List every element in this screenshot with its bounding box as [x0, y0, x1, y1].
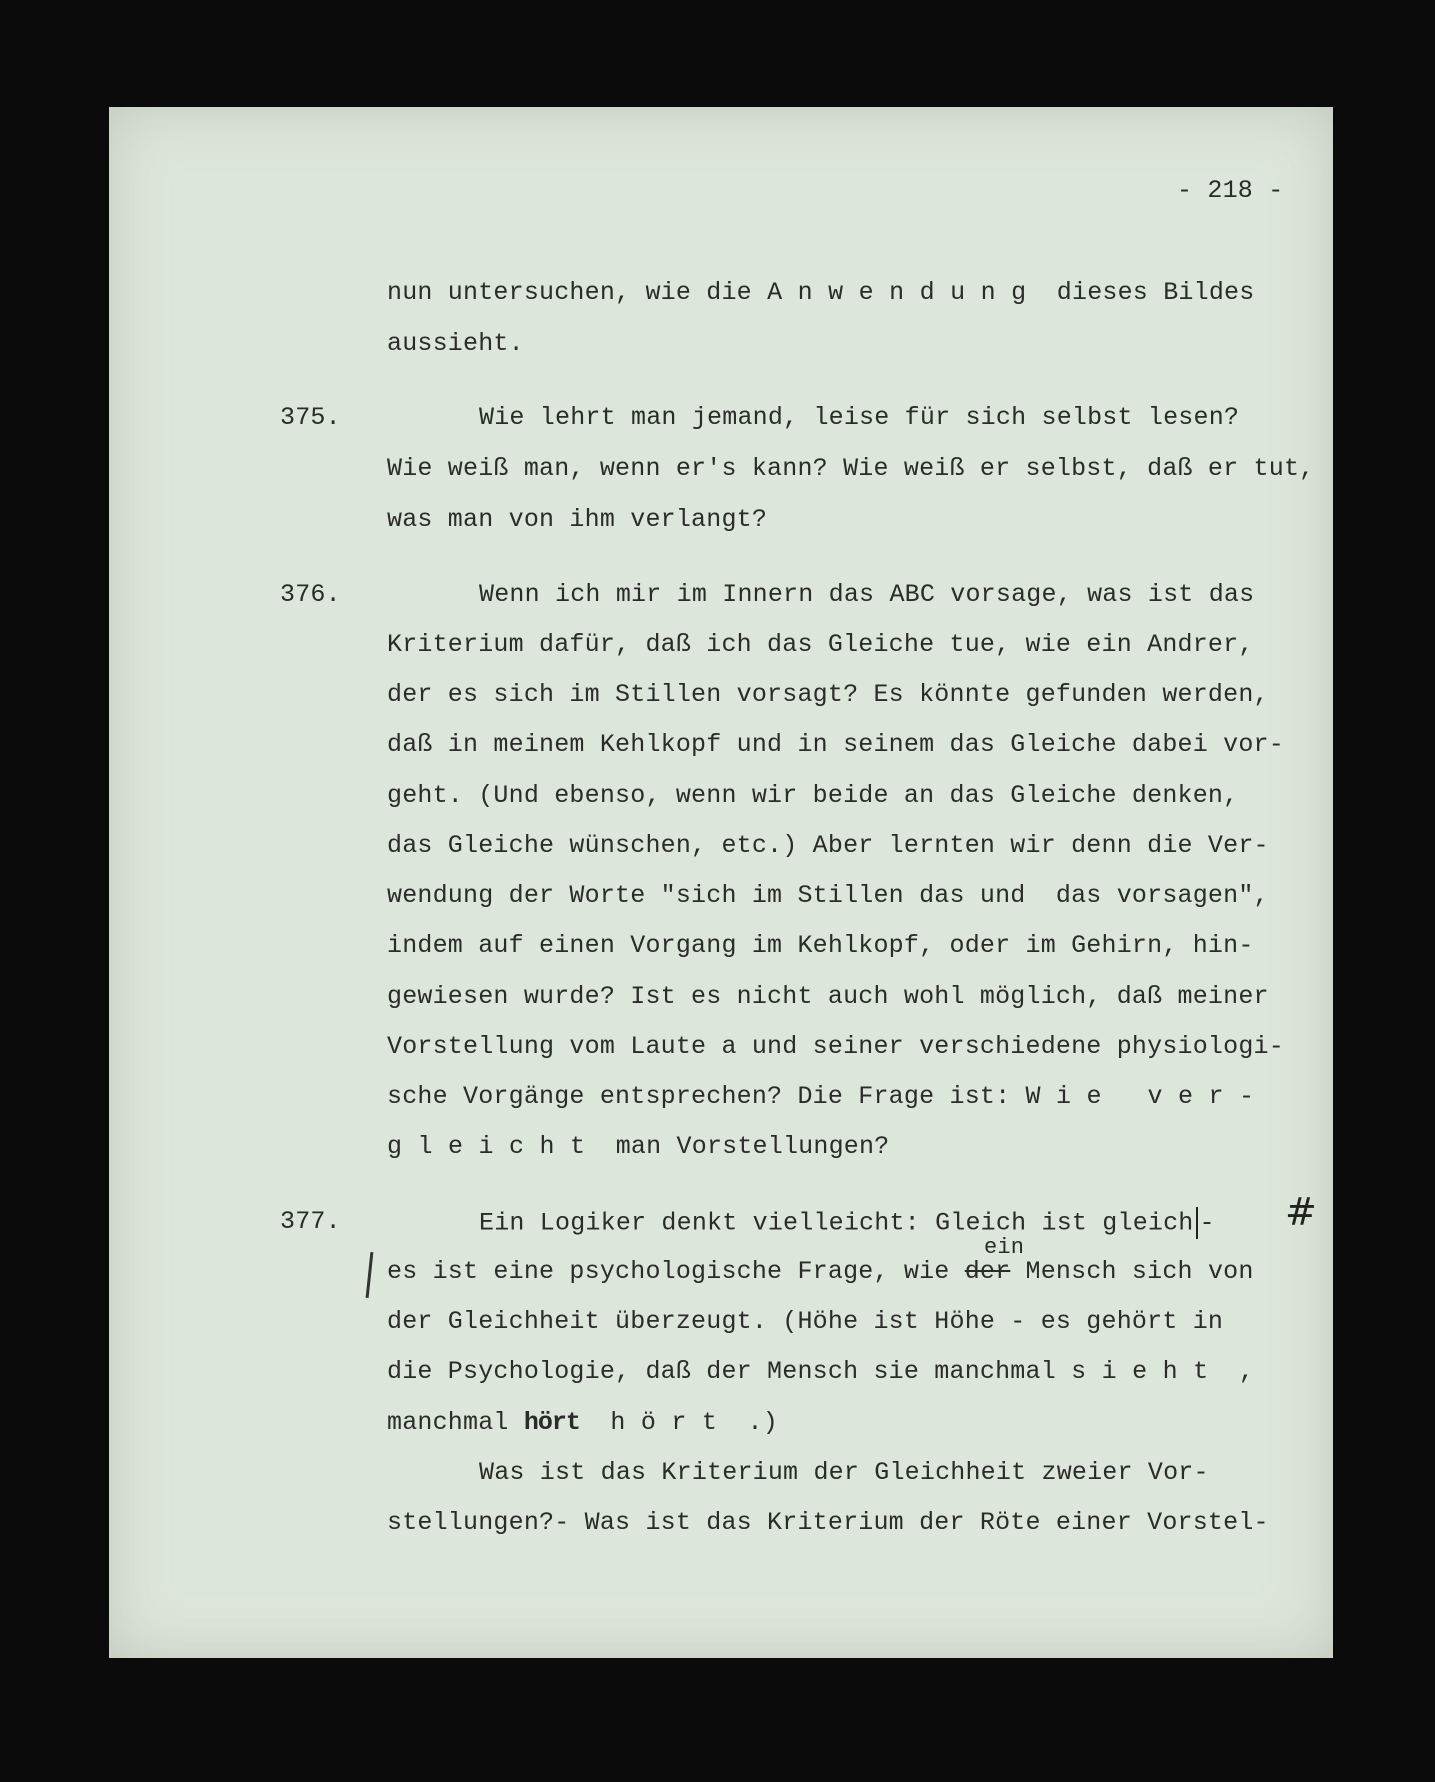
text-line: aussieht. [387, 329, 524, 358]
text-line: stellungen?- Was ist das Kriterium der Röte einer Vorstel- [387, 1508, 1269, 1537]
text-line: gleicht man Vorstellungen? [387, 1132, 890, 1161]
text-line: nun untersuchen, wie die Anwendung dieses Bildes [387, 278, 1255, 307]
text-line: Was ist das Kriterium der Gleichheit zweier Vor- [479, 1458, 1209, 1487]
text-line: daß in meinem Kehlkopf und in seinem das Gleiche dabei vor- [387, 730, 1284, 759]
paragraph-number: 376. [280, 580, 341, 609]
text-line: manchmal hört hört .) [387, 1408, 778, 1437]
overtyped-word: hört [523, 1408, 580, 1437]
margin-hash-mark: # [1285, 1190, 1317, 1234]
text-line: Vorstellung vom Laute a und seiner verschiedene physiologi- [387, 1032, 1284, 1061]
text-line: der es sich im Stillen vorsagt? Es könnte gefunden werden, [387, 680, 1269, 709]
text-line: Ein Logiker denkt vielleicht: Gleich ist gleich - [479, 1208, 1215, 1238]
text-line: sche Vorgänge entsprechen? Die Frage ist: Wie ver- [387, 1082, 1270, 1111]
text-line: Kriterium dafür, daß ich das Gleiche tue, wie ein Andrer, [387, 630, 1254, 659]
page-number: - 218 - [1177, 176, 1284, 205]
text-line: wendung der Worte "sich im Stillen das und das vorsagen", [387, 881, 1269, 910]
paragraph-number: 377. [280, 1207, 341, 1236]
text-line: geht. (Und ebenso, wenn wir beide an das Gleiche denken, [387, 781, 1239, 810]
text-line: Wenn ich mir im Innern das ABC vorsage, was ist das [479, 580, 1255, 609]
text-line: der Gleichheit überzeugt. (Höhe ist Höhe - es gehört in [387, 1307, 1224, 1336]
text-line: Wie weiß man, wenn er's kann? Wie weiß er selbst, daß er tut, [387, 454, 1315, 483]
text-line: Wie lehrt man jemand, leise für sich selbst lesen? [479, 403, 1240, 432]
text-line: gewiesen wurde? Ist es nicht auch wohl möglich, daß meiner [387, 982, 1269, 1011]
text-line: was man von ihm verlangt? [387, 505, 768, 534]
text-line: das Gleiche wünschen, etc.) Aber lernten wir denn die Ver- [387, 831, 1269, 860]
struck-word: der [964, 1257, 1011, 1286]
text-line: die Psychologie, daß der Mensch sie manchmal sieht , [387, 1357, 1255, 1386]
handwritten-insertion: ein [984, 1235, 1025, 1260]
pen-bracket [1196, 1207, 1198, 1239]
text-line: indem auf einen Vorgang im Kehlkopf, oder im Gehirn, hin- [387, 931, 1254, 960]
text-line: es ist eine psychologische Frage, wie der Mensch sich von [387, 1257, 1254, 1286]
paragraph-number: 375. [280, 403, 341, 432]
